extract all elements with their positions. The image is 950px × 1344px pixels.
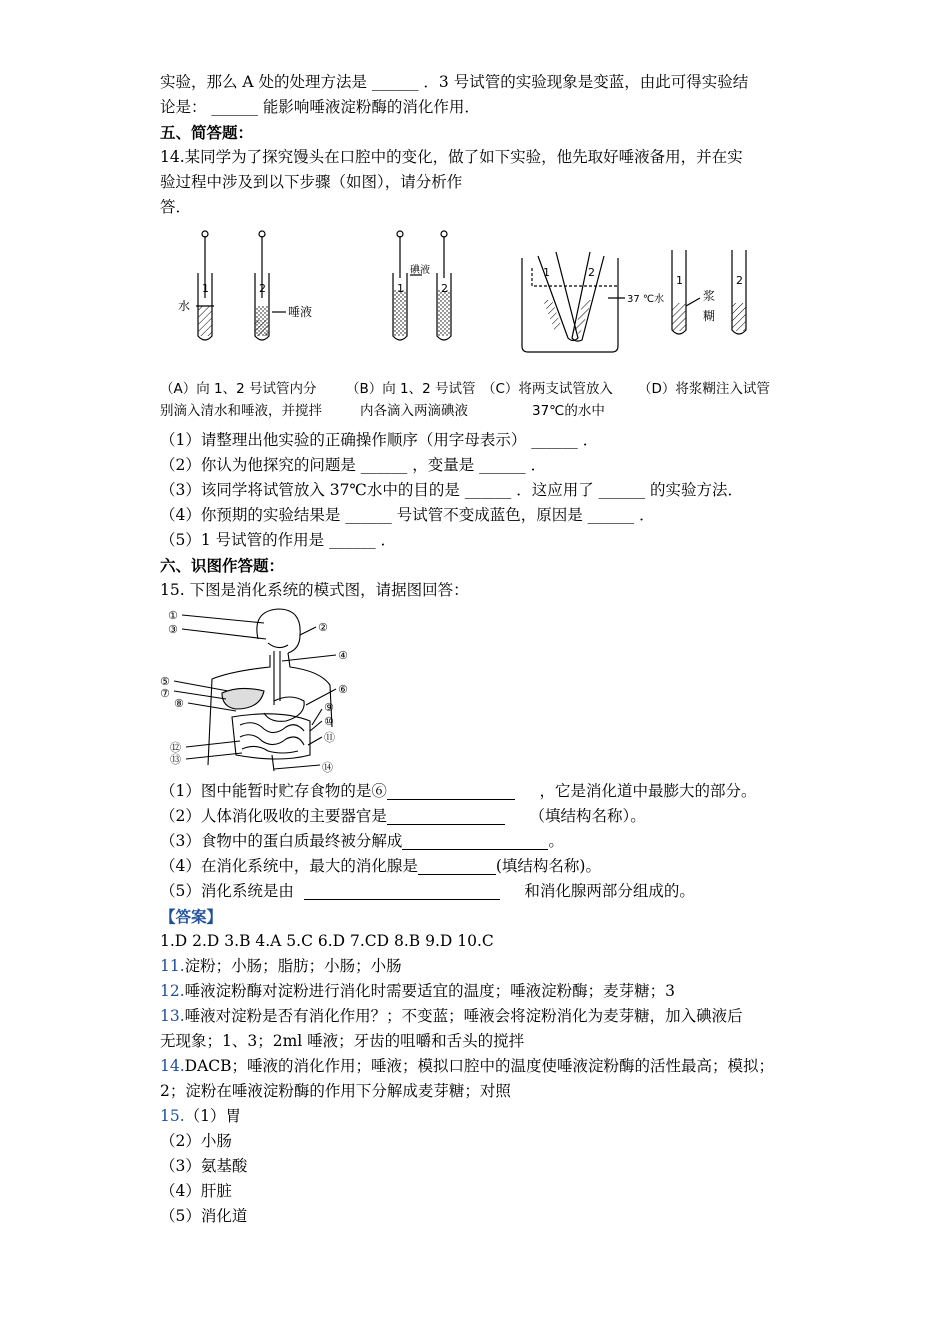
document-page xyxy=(160,70,800,1229)
label-11: ⑪ xyxy=(324,731,335,744)
label-water: 水 xyxy=(178,299,191,313)
q15-item-2-text: （2）人体消化吸收的主要器官是 xyxy=(160,807,387,825)
label-12: ⑫ xyxy=(170,741,181,754)
label-1: ① xyxy=(168,609,178,622)
q15-item-2-tail: （填结构名称）。 xyxy=(529,807,646,825)
q15-item-1 xyxy=(160,779,800,804)
answer-13-number: 13. xyxy=(160,1007,185,1025)
label-9: ⑨ xyxy=(324,701,334,714)
tube-b1-number: 1 xyxy=(397,282,404,295)
q15-item-5-text: （5）消化系统是由 xyxy=(160,882,294,900)
answer-13-text-1: 唾液对淀粉是否有消化作用？；不变蓝；唾液会将淀粉消化为麦芽糖，加入碘液后 xyxy=(184,1007,743,1025)
label-3: ③ xyxy=(168,623,178,636)
q15-item-2 xyxy=(160,804,800,829)
q15-item-5-tail: 和消化腺两部分组成的。 xyxy=(524,882,695,900)
answer-15-item-4: （4）肝脏 xyxy=(160,1182,232,1200)
answer-14-line-1 xyxy=(160,1054,800,1079)
q15-blank-5[interactable] xyxy=(304,881,500,900)
label-10: ⑩ xyxy=(324,715,334,728)
q15-blank-3[interactable] xyxy=(402,831,548,850)
answer-11-text: 淀粉；小肠；脂肪；小肠；小肠 xyxy=(184,957,402,975)
q15-item-1-tail: ，它是消化道中最膨大的部分。 xyxy=(539,782,757,800)
label-saliva: 唾液 xyxy=(288,305,313,319)
tube-a1-number: 1 xyxy=(202,282,209,295)
q14-item-1: （1）请整理出他实验的正确操作顺序（用字母表示） ______ ． xyxy=(160,431,599,449)
q15-item-5 xyxy=(160,879,800,904)
caption-a-line-2: 别滴入清水和唾液，并搅拌 xyxy=(160,403,322,419)
answer-14-text-1: DACB；唾液的消化作用；唾液；模拟口腔中的温度使唾液淀粉酶的活性最高；模拟； xyxy=(184,1057,775,1075)
q13-line-2: 论是： ______ 能影响唾液淀粉酶的消化作用． xyxy=(160,98,480,116)
q14-line-3: 答． xyxy=(160,198,192,216)
label-2: ② xyxy=(318,621,328,634)
answer-15-line-1 xyxy=(160,1104,800,1129)
svg-text:糊: 糊 xyxy=(703,309,716,323)
q15-blank-2[interactable] xyxy=(387,806,505,825)
q15-item-3-text: （3）食物中的蛋白质最终被分解成 xyxy=(160,832,403,850)
label-6: ⑥ xyxy=(338,683,348,696)
caption-d-line-1: （D）将浆糊注入试管 xyxy=(638,381,770,397)
answer-13-line-1 xyxy=(160,1004,800,1029)
caption-b-line-1: （B）向 1、2 号试管 xyxy=(346,381,476,397)
section-5-heading: 五、简答题： xyxy=(160,123,254,142)
label-5: ⑤ xyxy=(160,675,170,688)
experiment-drawing xyxy=(160,228,800,378)
answers-heading: 【答案】 xyxy=(160,907,223,926)
tube-a2-number: 2 xyxy=(259,282,266,295)
q14-line-1: 14.某同学为了探究馒头在口腔中的变化，做了如下实验，他先取好唾液备用，并在实 xyxy=(160,148,743,166)
q14-line-2: 验过程中涉及到以下步骤（如图），请分析作 xyxy=(160,173,463,191)
q15-item-3-tail: 。 xyxy=(548,832,564,850)
answer-14-number: 14. xyxy=(160,1057,185,1075)
svg-text:浆: 浆 xyxy=(703,289,716,303)
q15-item-4-tail: (填结构名称)。 xyxy=(495,857,601,875)
label-7: ⑦ xyxy=(160,687,170,700)
caption-b-line-2: 内各滴入两滴碘液 xyxy=(360,403,468,419)
q14-item-3: （3）该同学将试管放入 37℃水中的目的是 ______ ．这应用了 ______ 的实验方法． xyxy=(160,481,744,499)
answer-12-number: 12. xyxy=(160,982,185,1000)
q15-blank-1[interactable] xyxy=(387,781,515,800)
answer-12 xyxy=(160,979,800,1004)
digestive-system-diagram xyxy=(160,605,360,775)
label-37-water: 37 ℃水 xyxy=(627,294,665,305)
answer-15-item-2: （2）小肠 xyxy=(160,1132,232,1150)
q14-item-2: （2）你认为他探究的问题是 ______ ，变量是 ______ ． xyxy=(160,456,547,474)
tube-b2-number: 2 xyxy=(441,282,448,295)
tube-d1-number: 1 xyxy=(676,274,683,287)
label-iodine: 碘液 xyxy=(410,265,430,276)
label-8: ⑧ xyxy=(174,697,184,710)
q15-item-4-text: （4）在消化系统中，最大的消化腺是 xyxy=(160,857,418,875)
caption-a-line-1: （A）向 1、2 号试管内分 xyxy=(160,381,317,397)
digestive-drawing xyxy=(160,605,360,775)
answer-15-item-5: （5）消化道 xyxy=(160,1207,248,1225)
answer-14-line-2: 2；淀粉在唾液淀粉酶的作用下分解成麦芽糖；对照 xyxy=(160,1082,511,1100)
label-4: ④ xyxy=(338,649,348,662)
section-6-heading: 六、识图作答题： xyxy=(160,556,285,575)
q14-item-4: （4）你预期的实验结果是 ______ 号试管不变成蓝色，原因是 ______ ． xyxy=(160,506,655,524)
label-14: ⑭ xyxy=(322,761,333,774)
experiment-figure xyxy=(160,228,800,428)
answer-15-item-1: （1）胃 xyxy=(184,1107,242,1125)
answers-mc: 1.D 2.D 3.B 4.A 5.C 6.D 7.CD 8.B 9.D 10.C xyxy=(160,932,494,950)
tube-c1-number: 1 xyxy=(543,266,550,279)
q15-item-3 xyxy=(160,829,800,854)
q15-item-4 xyxy=(160,854,800,879)
label-13: ⑬ xyxy=(170,753,181,766)
tube-d2-number: 2 xyxy=(736,274,743,287)
q14-item-5: （5）1 号试管的作用是 ______ ． xyxy=(160,531,397,549)
q15-line: 15. 下图是消化系统的模式图，请据图回答： xyxy=(160,581,469,599)
q15-blank-4[interactable] xyxy=(418,856,496,875)
answer-12-text: 唾液淀粉酶对淀粉进行消化时需要适宜的温度；唾液淀粉酶；麦芽糖；3 xyxy=(184,982,676,1000)
answer-15-number: 15. xyxy=(160,1107,185,1125)
tube-c2-number: 2 xyxy=(588,266,595,279)
caption-c-line-1: （C）将两支试管放入 xyxy=(482,381,613,397)
answer-15-item-3: （3）氨基酸 xyxy=(160,1157,248,1175)
q15-item-1-text: （1）图中能暂时贮存食物的是⑥ xyxy=(160,782,387,800)
answer-13-line-2: 无现象；1、3；2ml 唾液；牙齿的咀嚼和舌头的搅拌 xyxy=(160,1032,525,1050)
caption-c-line-2: 37℃的水中 xyxy=(532,403,605,419)
q13-line-1: 实验，那么 A 处的处理方法是 ______ ．3 号试管的实验现象是变蓝，由此可得实验结 xyxy=(160,73,749,91)
answer-11 xyxy=(160,954,800,979)
label-paste xyxy=(703,288,715,323)
answer-11-number: 11. xyxy=(160,957,185,975)
